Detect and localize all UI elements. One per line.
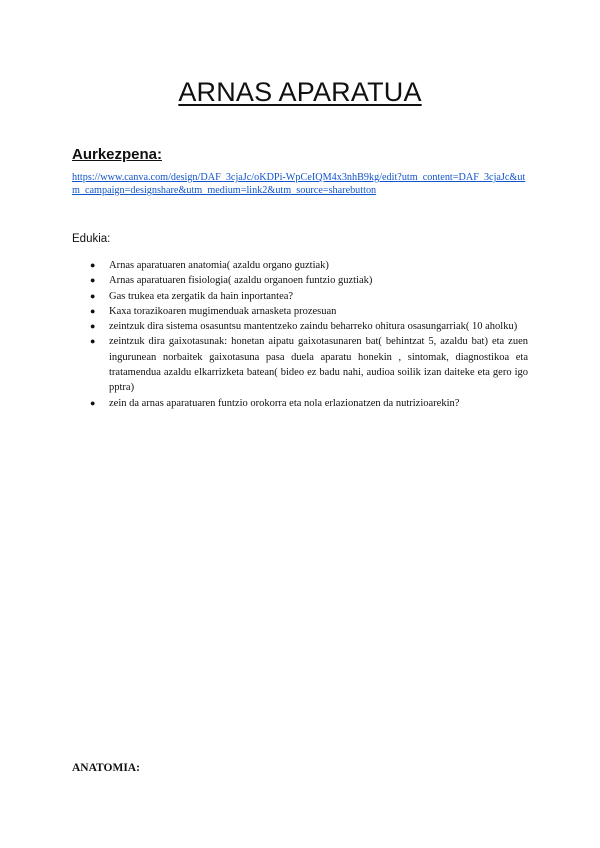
list-item [92,289,528,304]
content-heading: Edukia: [72,233,111,245]
anatomy-heading: ANATOMIA: [72,762,140,774]
list-item-text: Arnas aparatuaren anatomia( azaldu organo guztiak) [109,260,329,271]
bullet-icon: ● [90,397,96,408]
list-item [92,319,528,334]
list-item-text: zeintzuk dira gaixotasunak: honetan aipatu gaixotasunaren bat( behintzat 5, azaldu bat) eta zuen ingurunean norbaitek gaixotasuna pasa duela aparatu honekin , sintomak, diagnostikoa eta tratamendua azaldu elkarrizketa batean( bideo ez badu nahi, audioa soilik izan daiteke eta gero igo pptra) [109,336,528,394]
list-item-text: Kaxa torazikoaren mugimenduak arnasketa prozesuan [109,305,337,317]
bullet-icon: ● [90,321,96,332]
bullet-icon: ● [90,305,96,316]
content-list [92,258,528,411]
list-item-text: Arnas aparatuaren fisiologia( azaldu organoen funtzio guztiak) [109,275,373,287]
bullet-icon: ● [90,260,96,270]
document-title: ARNAS APARATUA [178,77,422,107]
bullet-icon: ● [90,290,96,301]
list-item-text: Gas trukea eta zergatik da hain inportantea? [109,290,294,302]
intro-heading: Aurkezpena: [72,146,163,163]
list-item-text: zein da arnas aparatuaren funtzio orokorra eta nola erlazionatzen da nutrizioarekin? [109,397,460,409]
bullet-icon: ● [90,336,96,347]
list-item [92,304,528,319]
list-item-text: zeintzuk dira sistema osasuntsu mantentzeko zaindu beharreko ohitura osasungarriak( 10 aholku) [109,321,518,333]
list-item [92,396,528,411]
bullet-icon: ● [90,275,96,286]
list-item [92,273,528,288]
canva-link[interactable]: https://www.canva.com/design/DAF_3cjaJc/oKDPi-WpCeIQM4x3nhB9kg/edit?utm_content=DAF_3cjaJc&utm_campaign=designshare&utm_medium=link2&utm_source=sharebutton [72,172,526,196]
list-item [92,334,528,395]
list-item [92,258,528,273]
